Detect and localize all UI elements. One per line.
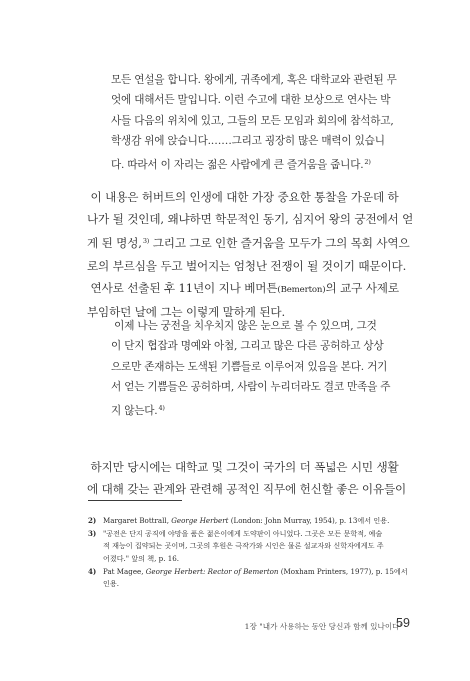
footnote-ref-2[interactable]: 2) (364, 157, 371, 166)
quote-line: 이 단지 협잡과 명예와 아첨, 그리고 많은 다른 공허하고 상상 (111, 340, 384, 353)
footnote-text-continued: 어졌다." 앞의 책, p. 16. (103, 553, 179, 563)
footnote-text-continued: 적 재능이 집약되는 곳이며, 그곳의 후원은 극작가와 시인은 물론 설교자와 신학자에게도 주 (103, 541, 384, 551)
body-paragraph-2 (87, 456, 407, 500)
body-line: 이 내용은 허버트의 인생에 대한 가장 중요한 통찰을 가운데 하 (90, 190, 399, 204)
footnote-text-continued: 인용. (103, 579, 119, 589)
quote-line: 사들 다음의 위치에 있고, 그들의 모든 모임과 회의에 참석하고, (111, 114, 394, 127)
quote-line: 학생감 위에 앉습니다.……그리고 굉장히 많은 매력이 있습니 (111, 135, 385, 148)
running-footer-title: 1장 "내가 사용하는 동안 당신과 함께 있나이다" (244, 622, 403, 631)
body-line: 부임하던 날에 그는 이렇게 말하게 된다. (87, 305, 286, 320)
body-line: 나가 될 것인데, 왜냐하면 학문적인 동기, 심지어 왕의 궁전에서 얻 (87, 212, 414, 227)
body-line: 로의 부르심을 두고 벌어지는 엄청난 전쟁이 될 것이기 때문이다. (87, 258, 407, 273)
footnote-2 (88, 515, 394, 527)
quote-line: 다. 따라서 이 자리는 젊은 사람에게 큰 즐거움을 줍니다.$^{2)}$ (111, 157, 371, 171)
quote-line: 이제 나는 궁전을 치우치지 않은 눈으로 볼 수 있으며, 그것 (114, 320, 377, 332)
quote-line: 지 않는다.$^{4)}$ (111, 403, 165, 417)
footnote-ref-4[interactable]: 4) (158, 403, 165, 412)
body-line: 하지만 당시에는 대학교 및 그것이 국가의 더 폭넓은 시민 생활 (90, 460, 399, 474)
page-number: 59 (396, 616, 410, 630)
body-paragraph-1 (87, 186, 414, 323)
footnote-number: 4) (88, 566, 97, 576)
footnote-number: 2) (88, 516, 97, 525)
footnote-text: Margaret Bottrall, George Herbert (London: John Murray, 1954), p. 13에서 인용. (103, 516, 390, 525)
footnote-ref-3[interactable]: 3) (142, 237, 150, 246)
footnote-3 (88, 528, 394, 565)
footnote-text: "공전은 단지 공직에 야망을 품은 젊은이에게 도약판이 아니었다. 그곳은 모든 문학적, 예술 (103, 528, 383, 538)
body-line: 게 된 명성,$^{3)}$ 그리고 그로 인한 즐거움을 모두가 그의 목회 사역으 (87, 236, 410, 251)
body-line: 연사로 선출된 후 11년이 지나 베머튼(Bemerton)의 교구 사제로 (90, 280, 399, 295)
footnotes (88, 515, 408, 591)
quote-line: 서 얻는 기쁨들은 공허하며, 사람이 누리더라도 결코 만족을 주 (111, 381, 391, 394)
quote-line: 모든 연설을 합니다. 왕에게, 귀족에게, 혹은 대학교와 관련된 무 (111, 74, 397, 86)
footnote-number: 3) (88, 528, 97, 538)
quote-line: 으로만 존재하는 도색된 기쁨들로 이루어져 있음을 본다. 거기 (111, 360, 388, 373)
footnote-divider (88, 500, 182, 501)
body-line: 에 대해 갖는 관계와 관련해 공적인 직무에 헌신할 좋은 이유들이 (87, 482, 407, 497)
block-quote-2 (111, 316, 391, 421)
quote-line: 엇에 대해서든 말입니다. 이런 수고에 대한 보상으로 연사는 박 (111, 94, 391, 107)
block-quote-1 (111, 70, 397, 175)
footnote-4 (88, 566, 408, 591)
footnote-text: Pat Magee, George Herbert: Rector of Bemerton (Moxham Printers, 1977), p. 15에서 (103, 566, 408, 576)
